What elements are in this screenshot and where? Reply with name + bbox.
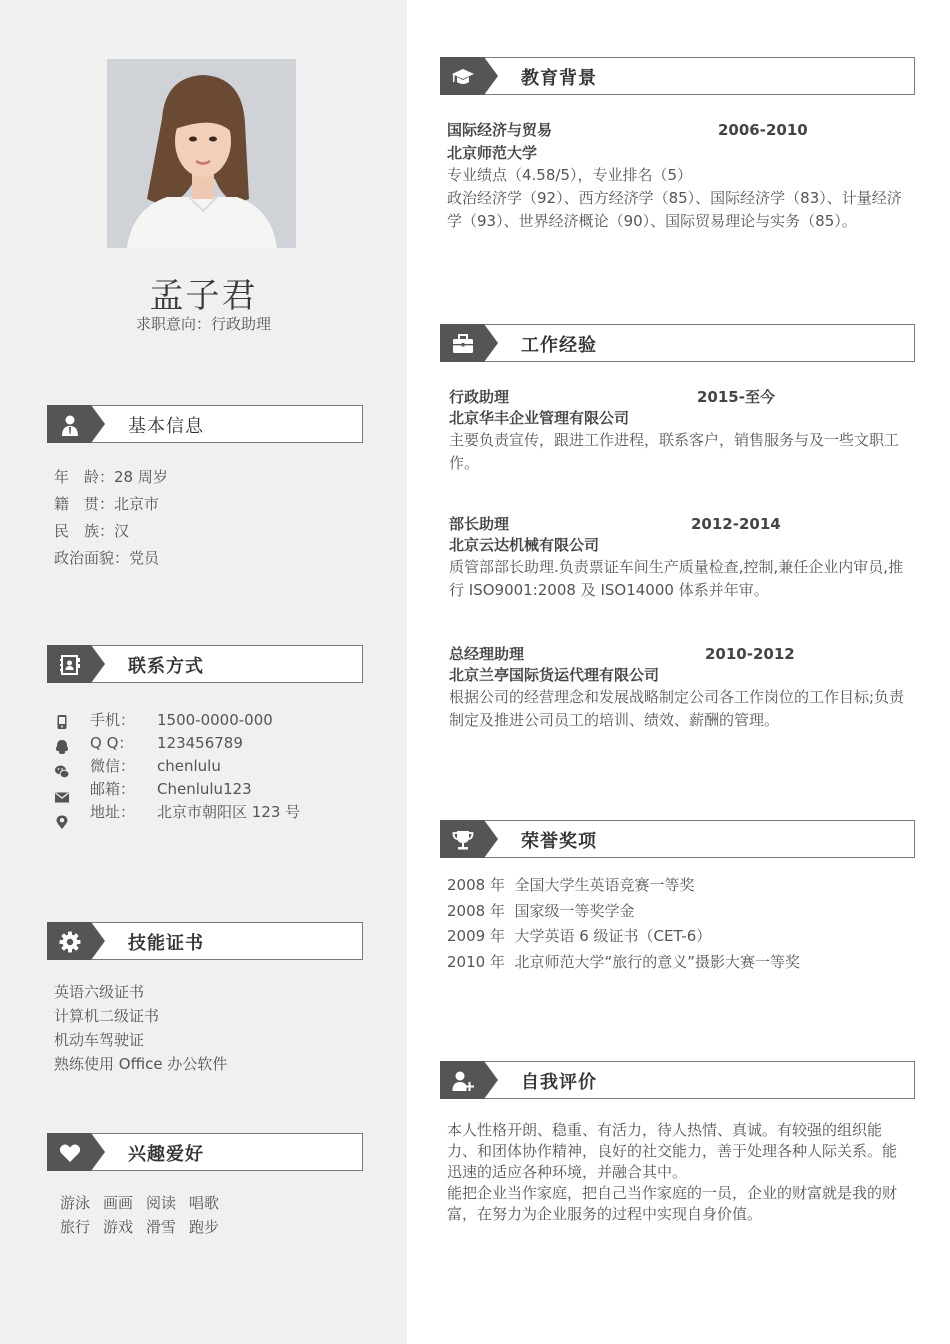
basic-info-list (54, 464, 168, 572)
skills-list (54, 980, 227, 1076)
work-description: 主要负责宣传，跟进工作进程，联系客户，销售服务与及一些文职工作。 (449, 431, 900, 472)
portrait-image (107, 59, 296, 248)
honor-item: 2009 年 大学英语 6 级证书（CET-6） (447, 927, 712, 945)
self-eval-paragraph: 能把企业当作家庭，把自己当作家庭的一员，企业的财富就是我的财富，在努力为企业服务的过程中实现自身价值。 (447, 1184, 898, 1223)
section-title: 工作经验 (521, 335, 597, 356)
section-header-honors (440, 820, 915, 858)
user-icon (58, 413, 82, 437)
info-political-status: 政治面貌：党员 (54, 549, 160, 567)
user-plus-icon (451, 1069, 475, 1093)
job-objective: 求职意向：行政助理 (135, 315, 271, 333)
education-major: 国际经济与贸易 (447, 121, 553, 139)
address-book-icon (58, 653, 82, 677)
candidate-name: 孟子君 (149, 276, 258, 316)
honor-item: 2008 年 全国大学生英语竞赛一等奖 (447, 876, 695, 894)
work-entry (449, 513, 909, 602)
skill-item: 英语六级证书 (54, 983, 145, 1001)
contact-label-qq: Q Q： (90, 734, 134, 752)
hobbies-list (60, 1191, 232, 1239)
section-title: 联系方式 (128, 656, 204, 677)
info-hometown: 籍 贯：北京市 (54, 495, 160, 513)
skill-item: 计算机二级证书 (54, 1007, 160, 1025)
work-title: 行政助理 (449, 388, 510, 406)
section-title: 基本信息 (128, 416, 204, 437)
honors-list (447, 873, 800, 975)
contact-address: 北京市朝阳区 123 号 (157, 803, 301, 821)
contact-label-phone: 手机： (90, 711, 136, 729)
section-header-skills (47, 922, 363, 960)
section-header-education (440, 57, 915, 95)
work-entry (449, 643, 909, 732)
work-description: 根据公司的经营理念和发展战略制定公司各工作岗位的工作目标;负责制定及推进公司员工的培训、绩效、薪酬的管理。 (449, 688, 905, 729)
contact-label-address: 地址： (90, 803, 136, 821)
education-courses: 政治经济学（92）、西方经济学（85）、国际经济学（83）、计量经济学（93）、世界经济概论（90）、国际贸易理论与实务（85）。 (447, 189, 902, 230)
contact-wechat: chenlulu (157, 757, 221, 775)
education-entry (447, 119, 907, 233)
trophy-icon (451, 828, 475, 852)
location-icon (54, 814, 70, 830)
briefcase-icon (451, 332, 475, 356)
section-header-self (440, 1061, 915, 1099)
mail-icon (54, 789, 70, 805)
contact-email: Chenlulu123 (157, 780, 252, 798)
work-title: 部长助理 (449, 515, 510, 533)
qq-icon (54, 739, 70, 755)
work-title: 总经理助理 (449, 645, 525, 663)
skill-item: 熟练使用 Office 办公软件 (54, 1055, 228, 1073)
work-period: 2012-2014 (691, 515, 781, 533)
self-evaluation (447, 1120, 902, 1225)
hobby-row: 旅行 游戏 滑雪 跑步 (60, 1218, 220, 1236)
work-company: 北京兰亭国际货运代理有限公司 (449, 666, 660, 684)
work-period: 2015-至今 (697, 388, 775, 406)
honor-item: 2010 年 北京师范大学“旅行的意义”摄影大赛一等奖 (447, 952, 801, 971)
contact-phone: 1500-0000-000 (157, 711, 273, 729)
section-title: 荣誉奖项 (521, 831, 597, 852)
hobby-row: 游泳 画画 阅读 唱歌 (60, 1194, 220, 1212)
section-header-contact (47, 645, 363, 683)
section-title: 兴趣爱好 (128, 1144, 204, 1165)
work-company: 北京华丰企业管理有限公司 (449, 409, 630, 427)
section-title: 技能证书 (128, 933, 204, 954)
info-ethnicity: 民 族：汉 (54, 522, 130, 540)
section-title: 自我评价 (521, 1072, 597, 1093)
contact-label-email: 邮箱： (90, 780, 136, 798)
skill-item: 机动车驾驶证 (54, 1031, 145, 1049)
work-entry (449, 386, 909, 475)
work-period: 2010-2012 (705, 645, 795, 663)
education-school: 北京师范大学 (447, 144, 538, 162)
heart-icon (58, 1141, 82, 1165)
section-title: 教育背景 (521, 68, 597, 89)
education-gpa: 专业绩点（4.58/5），专业排名（5） (447, 166, 693, 184)
education-period: 2006-2010 (718, 121, 808, 139)
gear-icon (58, 930, 82, 954)
info-age: 年 龄：28 周岁 (54, 468, 168, 486)
contact-qq: 123456789 (157, 734, 243, 752)
wechat-icon (54, 764, 70, 780)
section-header-work (440, 324, 915, 362)
contact-label-wechat: 微信： (90, 757, 136, 775)
profile-photo (107, 59, 296, 248)
work-company: 北京云达机械有限公司 (449, 536, 600, 554)
graduation-cap-icon (451, 65, 475, 89)
section-header-hobbies (47, 1133, 363, 1171)
honor-item: 2008 年 国家级一等奖学金 (447, 901, 635, 920)
work-description: 质管部部长助理.负责票证车间生产质量检查,控制,兼任企业内审员,推行 ISO9001:2008 及 ISO14000 体系并年审。 (449, 558, 904, 599)
section-header-basic (47, 405, 363, 443)
self-eval-paragraph: 本人性格开朗、稳重、有活力，待人热情、真诚。有较强的组织能力、和团体协作精神，良好的社交能力，善于处理各种人际关系。能迅速的适应各种环境，并融合其中。 (447, 1121, 898, 1181)
phone-icon (54, 714, 70, 730)
